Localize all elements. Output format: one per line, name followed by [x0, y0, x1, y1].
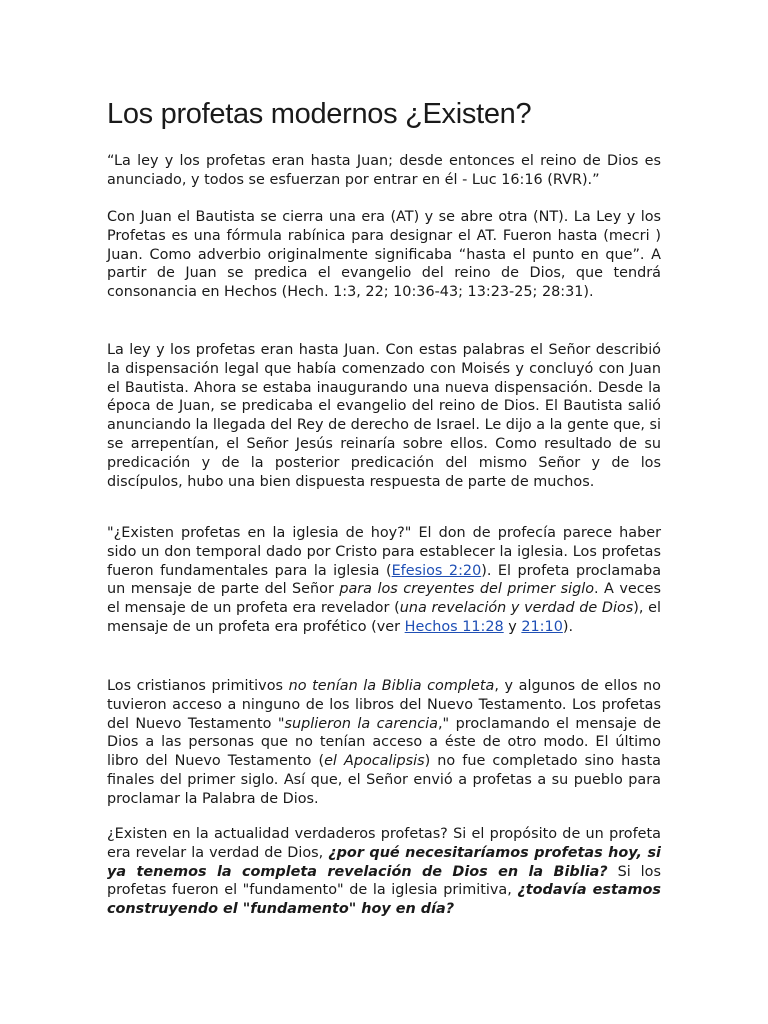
italic-segment: el Apocalipsis [324, 753, 425, 770]
text-segment: , y algunos de ellos no tuvieron acceso a ninguno de los libros del Nuevo Testamento. Los profetas del Nuevo Testamento " [107, 678, 661, 732]
bold-italic-segment: ¿todavía estamos construyendo el "fundamento" hoy en día? [107, 882, 661, 918]
italic-segment: no tenían la Biblia completa [288, 678, 495, 694]
paragraph-ley-profetas: La ley y los profetas eran hasta Juan. Con estas palabras el Señor describió la dispensación legal que había comenzado con Moisés y concluyó con Juan el Bautista. Ahora se estaba inaugurando una nueva dispensación. Desde la época de Juan, se predicaba el evangelio del reino de Dios. El Bautista salió anunciando la llegada del Rey de derecho de Israel. Le dijo a la gente que, si se arrepentían, el Señor Jesús reinaría sobre ellos. Como resultado de su predicación y de la posterior predicación del mismo Señor y de los discípulos, hubo una bien dispuesta respuesta de parte de muchos. [107, 342, 661, 490]
paragraph-juan-bautista: Con Juan el Bautista se cierra una era (AT) y se abre otra (NT). La Ley y los Profetas es una fórmula rabínica para designar el AT. Fueron hasta (mecri ) Juan. Como adverbio originalmente significaba “hasta el punto en que”. A partir de Juan se predica el evangelio del reino de Dios, que tendrá consonancia en Hechos (Hech. 1:3, 22; 10:36-43; 13:23-25; 28:31). [107, 209, 661, 301]
text-segment: y [503, 618, 522, 635]
text-segment: ). El profeta proclamaba un mensaje de parte del Señor [107, 562, 662, 598]
text-segment: Si los profetas fueron el "fundamento" de la iglesia primitiva, [107, 863, 661, 899]
paragraph-verdaderos-profetas [107, 825, 661, 919]
italic-segment: una revelación y verdad de Dios [399, 600, 634, 617]
text-segment: ," proclamando el mensaje de Dios a las personas que no tenían acceso a éste de otro modo. El último libro del Nuevo Testamento ( [107, 715, 661, 770]
text-segment: . A veces el mensaje de un profeta era revelador ( [107, 581, 661, 617]
link-21-10[interactable]: 21:10 [521, 618, 563, 635]
text-segment: ) no fue completado sino hasta finales del primer siglo. Así que, el Señor envió a profetas a su pueblo para proclamar la Palabra de Dios. [107, 753, 661, 807]
text-segment: ¿Existen en la actualidad verdaderos profetas? Si el propósito de un profeta era revelar la verdad de Dios, [107, 826, 661, 861]
page-title: Los profetas modernos ¿Existen? [107, 98, 532, 130]
paragraph-cristianos-primitivos [107, 677, 661, 809]
link-efesios-2-20[interactable]: Efesios 2:20 [391, 562, 482, 579]
text-segment: Los cristianos primitivos [107, 678, 289, 694]
paragraph-quote: “La ley y los profetas eran hasta Juan; desde entonces el reino de Dios es anunciado, y todos se esfuerzan por entrar en él - Luc 16:16 (RVR).” [107, 153, 661, 188]
italic-segment: suplieron la carencia [284, 715, 438, 732]
text-segment: ), el mensaje de un profeta era profético (ver [107, 600, 661, 635]
text-segment: ). [562, 618, 574, 635]
bold-italic-segment: ¿por qué necesitaríamos profetas hoy, si ya tenemos la completa revelación de Dios en la Biblia? [107, 844, 661, 880]
link-hechos-11-28[interactable]: Hechos 11:28 [404, 618, 504, 635]
text-segment: "¿Existen profetas en la iglesia de hoy?" El don de profecía parece haber sido un don temporal dado por Cristo para establecer la iglesia. Los profetas fueron fundamentales para la iglesia ( [107, 525, 661, 579]
italic-segment: para los creyentes del primer siglo [339, 581, 595, 598]
paragraph-existen-profetas [107, 524, 661, 637]
